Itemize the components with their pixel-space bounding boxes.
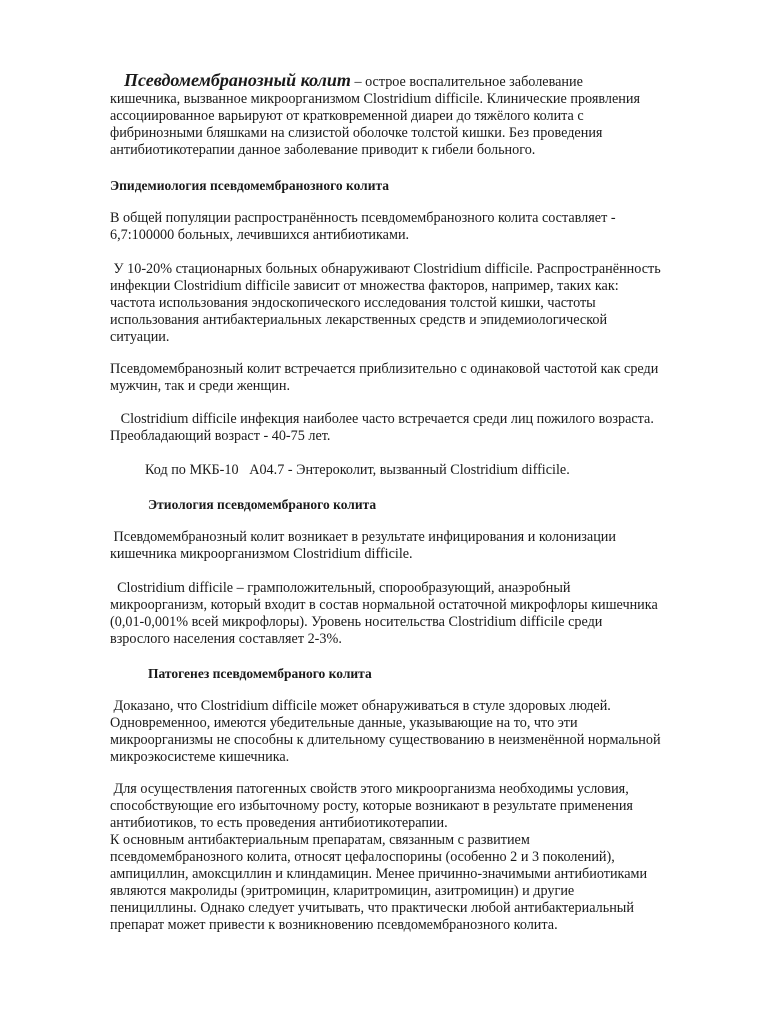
paragraph-hospital: У 10-20% стационарных больных обнаруживают Clostridium difficile. Распространённость инфекции Clostridium difficile зависит от множества факторов, например, таких как: частота использования эндоскопического исследования толстой кишки, частоты использования антибактериальных лекарственных средств и эпидемиологической ситуации. xyxy=(110,261,661,345)
paragraph-etiology-1: Псевдомембранозный колит возникает в результате инфицирования и колонизации кишечника микроорганизмом Clostridium difficile. xyxy=(110,529,616,562)
intro-line: ассоциированное варьируют от кратковременной диареи до тяжёлого колита с xyxy=(110,108,584,124)
paragraph-gender: Псевдомембранозный колит встречается приблизительно с одинаковой частотой как среди мужчин, так и среди женщин. xyxy=(110,361,659,394)
intro-line: – острое воспалительное заболевание xyxy=(354,74,583,90)
heading-etiology: Этиология псевдомембраного колита xyxy=(148,497,377,512)
intro-line: кишечника, вызванное микроорганизмом Clostridium difficile. Клинические проявления xyxy=(110,91,641,107)
icd-code-line: Код по МКБ-10 A04.7 - Энтероколит, вызванный Clostridium difficile. xyxy=(145,462,570,478)
heading-epidemiology: Эпидемиология псевдомембранозного колита xyxy=(110,178,390,193)
heading-pathogenesis: Патогенез псевдомембраного колита xyxy=(148,666,372,681)
intro-paragraph xyxy=(110,72,715,159)
document-title: Псевдомембранозный колит xyxy=(124,70,351,90)
intro-line: фибринозными бляшками на слизистой оболочке толстой кишки. Без проведения xyxy=(110,125,603,141)
intro-line: антибиотикотерапии данное заболевание приводит к гибели больного. xyxy=(110,142,536,158)
paragraph-pathogenesis-1: Доказано, что Clostridium difficile может обнаруживаться в стуле здоровых людей. Одновременноо, имеются убедительные данные, указывающие на то, что эти микроорганизмы не способны к длительному существованию в неизменённой нормальной микроэкосистеме кишечника. xyxy=(110,698,661,765)
paragraph-age: Clostridium difficile инфекция наиболее часто встречается среди лиц пожилого возраста. Преобладающий возраст - 40-75 лет. xyxy=(110,411,654,444)
paragraph-etiology-2: Clostridium difficile – грамположительный, спорообразующий, анаэробный микроорганизм, который входит в состав нормальной остаточной микрофлоры кишечника (0,01-0,001% всей микрофлоры). Уровень носительства Clostridium difficile среди взрослого населения составляет 2-3%. xyxy=(110,580,658,647)
paragraph-prevalence: В общей популяции распространённость псевдомембранозного колита составляет - 6,7:100000 больных, лечившихся антибиотиками. xyxy=(110,210,616,243)
paragraph-pathogenesis-2: Для осуществления патогенных свойств этого микроорганизма необходимы условия, способствующие его избыточному росту, которые возникают в результате применения антибиотиков, то есть проведения антибиотикотерапии. К основным антибактериальным препаратам, связанным с развитием псевдомембранозного колита, относят цефалоспорины (особенно 2 и 3 поколений), ампициллин, амоксциллин и клиндамицин. Менее причинно-значимыми антибиотиками являются макролиды (эритромицин, кларитромицин, азитромицин) и другие пенициллины. Однако следует учитывать, что практически любой антибактериальный препарат может привести к возникновению псевдомембранозного колита. xyxy=(110,781,648,933)
